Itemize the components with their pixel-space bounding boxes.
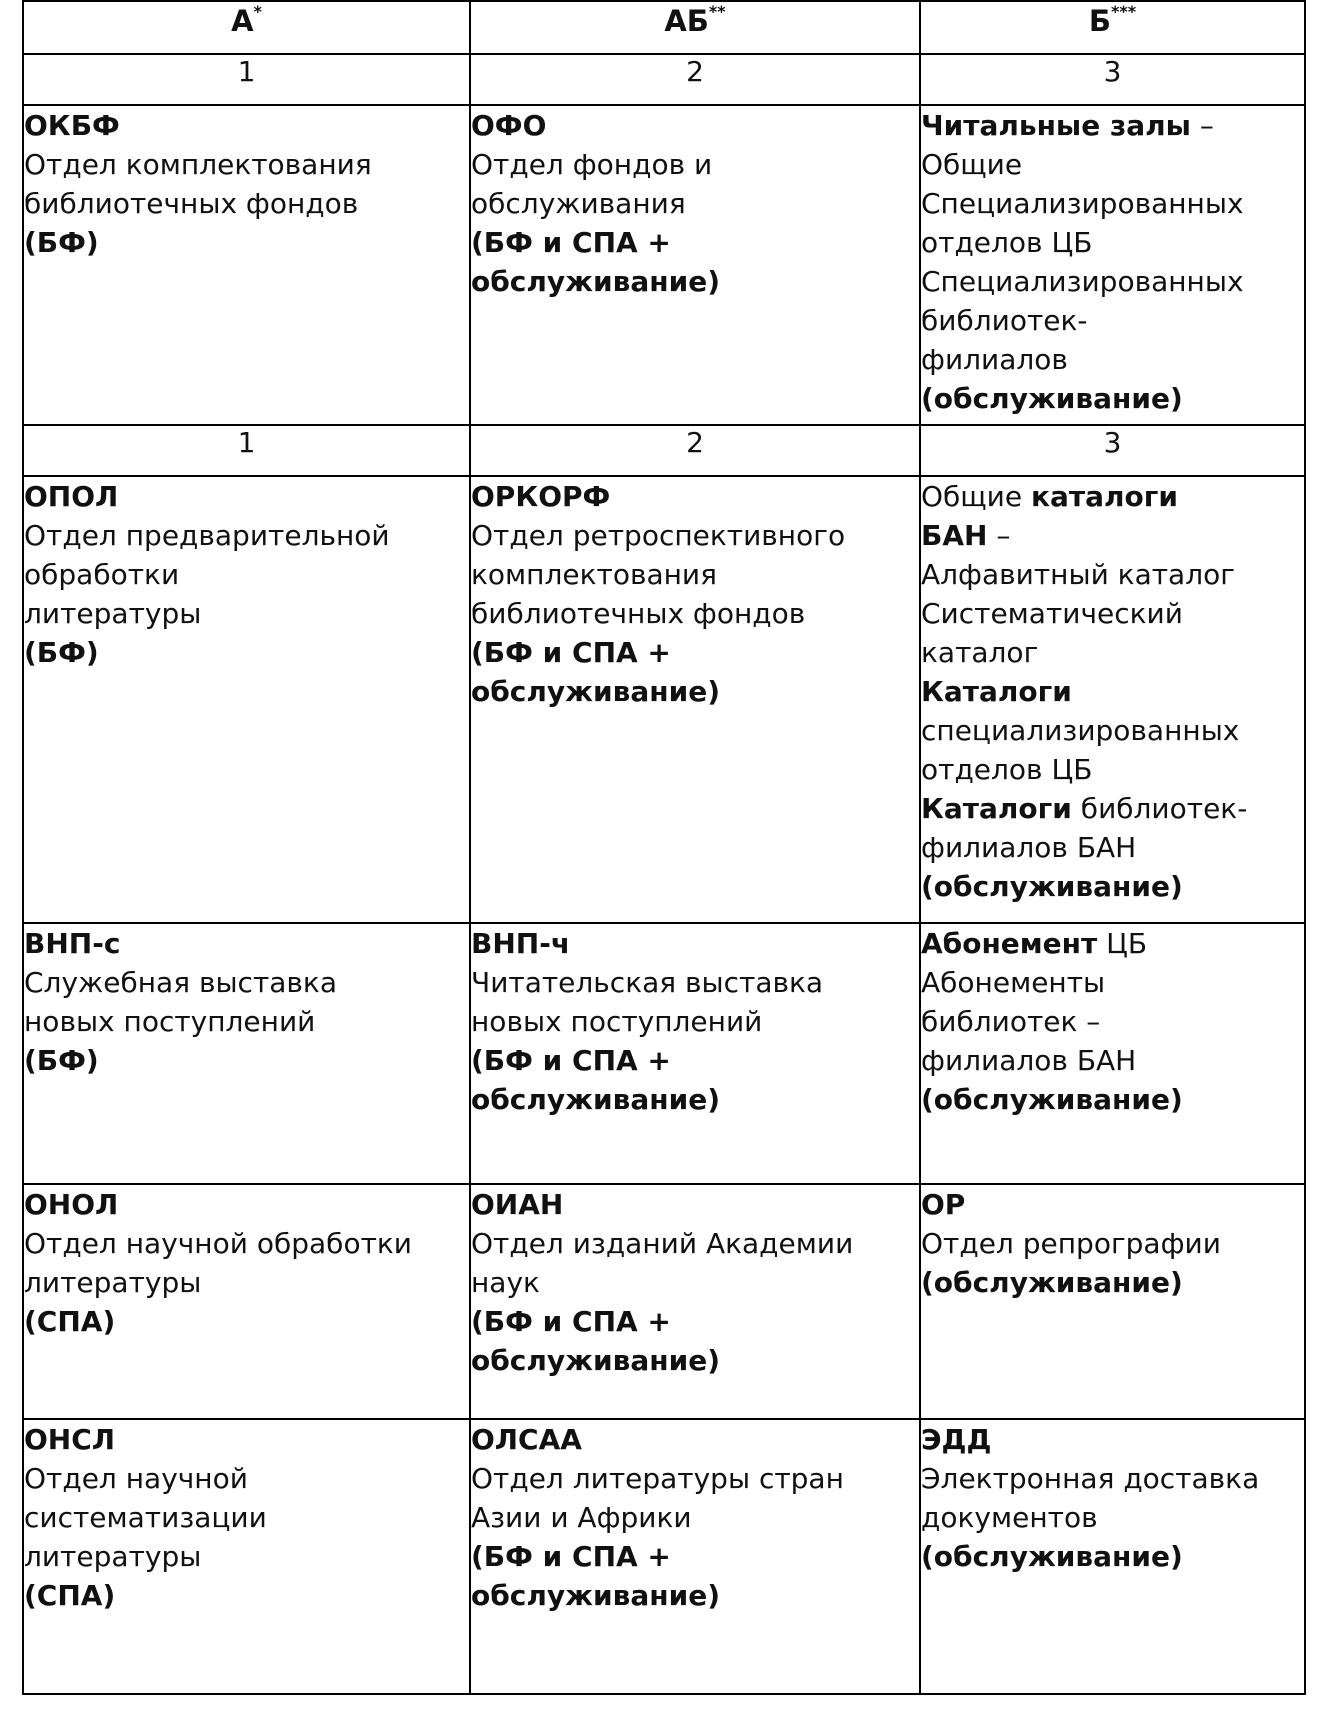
dept-title: Читальные залы [921, 109, 1191, 142]
dept-name-line: Отдел литературы стран [471, 1462, 844, 1495]
dept-name-line: специализированных [921, 714, 1240, 747]
cell-vnp-ch [470, 923, 920, 1184]
dept-tag: (обслуживание) [921, 382, 1183, 415]
dept-name-line: библиотек- [921, 304, 1088, 337]
dept-tag: обслуживание) [471, 675, 720, 708]
column-number: 3 [920, 425, 1305, 476]
dept-code: ВНП-ч [471, 927, 571, 960]
dept-tag: (обслуживание) [921, 1083, 1183, 1116]
dept-tag: (БФ) [24, 226, 99, 259]
dept-tag: (БФ и СПА + [471, 1044, 671, 1077]
dept-name-line: новых поступлений [24, 1005, 316, 1038]
dept-name-line: библиотечных фондов [471, 597, 806, 630]
number-row [23, 425, 1305, 476]
dept-code: ОНСЛ [24, 1423, 116, 1456]
dept-name-line: Абонементы [921, 966, 1106, 999]
cell-okbf [23, 105, 470, 425]
column-number: 1 [23, 54, 470, 105]
dept-name-line: Общие [921, 148, 1023, 181]
dept-name-line: Отдел репрографии [921, 1227, 1221, 1260]
dept-code: ОНОЛ [24, 1188, 119, 1221]
dept-name-line: обработки [24, 558, 180, 591]
dept-tag: (обслуживание) [921, 870, 1183, 903]
cell-olsaa [470, 1419, 920, 1694]
dept-name-line: новых поступлений [471, 1005, 763, 1038]
header-row [23, 1, 1305, 54]
dept-title: каталоги [1031, 480, 1179, 513]
dept-code: ОФО [471, 109, 547, 142]
dept-title: Каталоги [921, 792, 1072, 825]
dept-title: Абонемент [921, 927, 1098, 960]
dept-title: Каталоги [921, 675, 1072, 708]
number-row [23, 54, 1305, 105]
departments-table [22, 0, 1306, 1695]
dept-tag: (БФ и СПА + [471, 226, 671, 259]
dept-tag: обслуживание) [471, 265, 720, 298]
dept-name-line: Отдел комплектования [24, 148, 372, 181]
column-number: 1 [23, 425, 470, 476]
dept-tag: (БФ) [24, 1044, 99, 1077]
footnote-mark: *** [1111, 2, 1137, 21]
dept-name-line: наук [471, 1266, 540, 1299]
cell-reading-rooms: Читальные залы – Общие Специализированных отделов ЦБ Специализированных библиотек- филиалов (обслуживание) [920, 105, 1305, 425]
dept-name-line: Электронная доставка [921, 1462, 1260, 1495]
column-number: 2 [470, 54, 920, 105]
table-row [23, 1419, 1305, 1694]
dept-title: БАН [921, 519, 988, 552]
dept-code: ОРКОРФ [471, 480, 611, 513]
dept-name-line: филиалов [921, 343, 1068, 376]
dept-code: ОИАН [471, 1188, 564, 1221]
table-row [23, 476, 1305, 923]
cell-orkorf [470, 476, 920, 923]
dept-name-line: Алфавитный каталог [921, 558, 1235, 591]
dept-name-line: библиотек – [921, 1005, 1101, 1038]
dept-name-line: Отдел ретроспективного [471, 519, 846, 552]
dept-name-line: Отдел научной [24, 1462, 248, 1495]
dept-name-line: литературы [24, 1540, 202, 1573]
dept-code: ЭДД [921, 1423, 992, 1456]
dept-tag: обслуживание) [471, 1344, 720, 1377]
dept-name-line: филиалов БАН [921, 831, 1137, 864]
dept-name-line: библиотечных фондов [24, 187, 359, 220]
dept-tag: (СПА) [24, 1305, 116, 1338]
cell-edd [920, 1419, 1305, 1694]
table-row [23, 105, 1305, 425]
column-number: 2 [470, 425, 920, 476]
dept-name-line: комплектования [471, 558, 717, 591]
table-row [23, 1184, 1305, 1419]
dept-tag: обслуживание) [471, 1083, 720, 1116]
footnote-mark: * [253, 2, 262, 21]
cell-onsl [23, 1419, 470, 1694]
dept-name-line: отделов ЦБ [921, 753, 1093, 786]
cell-ofo [470, 105, 920, 425]
dept-name-line: каталог [921, 636, 1039, 669]
dept-name-line: Систематический [921, 597, 1183, 630]
cell-vnp-s [23, 923, 470, 1184]
cell-catalogs: Общие каталоги БАН – Алфавитный каталог Систематический каталог Каталоги специализированных отделов ЦБ Каталоги библиотек- филиалов БАН (обслуживание) [920, 476, 1305, 923]
dept-name-line: обслуживания [471, 187, 686, 220]
dept-code: ОПОЛ [24, 480, 119, 513]
cell-onol [23, 1184, 470, 1419]
dept-tag: (БФ и СПА + [471, 1540, 671, 1573]
cell-opol [23, 476, 470, 923]
dept-name-line: систематизации [24, 1501, 267, 1534]
footnote-mark: ** [708, 2, 726, 21]
dept-name-line: Читательская выставка [471, 966, 824, 999]
dept-code: ОКБФ [24, 109, 120, 142]
dept-name-line: литературы [24, 1266, 202, 1299]
dept-name-line: документов [921, 1501, 1098, 1534]
dept-name-line: филиалов БАН [921, 1044, 1137, 1077]
dept-tag: (СПА) [24, 1579, 116, 1612]
dept-tag: (БФ) [24, 636, 99, 669]
dept-code: ОЛСАА [471, 1423, 582, 1456]
dept-name-line: Отдел фондов и [471, 148, 713, 181]
dept-name-line: Отдел изданий Академии [471, 1227, 854, 1260]
dept-tag: обслуживание) [471, 1579, 720, 1612]
dept-name-line: Специализированных [921, 187, 1244, 220]
dept-tag: (обслуживание) [921, 1540, 1183, 1573]
column-number: 3 [920, 54, 1305, 105]
cell-subscription: Абонемент ЦБ Абонементы библиотек – филиалов БАН (обслуживание) [920, 923, 1305, 1184]
header-col-ab: АБ** [470, 1, 920, 54]
dept-tag: (БФ и СПА + [471, 1305, 671, 1338]
table-row [23, 923, 1305, 1184]
dept-tag: (обслуживание) [921, 1266, 1183, 1299]
header-col-a: А* [23, 1, 470, 54]
dept-code: ВНП-с [24, 927, 121, 960]
dept-name-line: Отдел предварительной [24, 519, 390, 552]
dept-name-line: Отдел научной обработки [24, 1227, 412, 1260]
dept-code: ОР [921, 1188, 966, 1221]
dept-name-line: отделов ЦБ [921, 226, 1093, 259]
dept-name-line: Азии и Африки [471, 1501, 692, 1534]
cell-or [920, 1184, 1305, 1419]
cell-oian [470, 1184, 920, 1419]
header-col-b: Б*** [920, 1, 1305, 54]
dept-name-line: Служебная выставка [24, 966, 337, 999]
dept-name-line: Специализированных [921, 265, 1244, 298]
dept-tag: (БФ и СПА + [471, 636, 671, 669]
dept-name-line: литературы [24, 597, 202, 630]
